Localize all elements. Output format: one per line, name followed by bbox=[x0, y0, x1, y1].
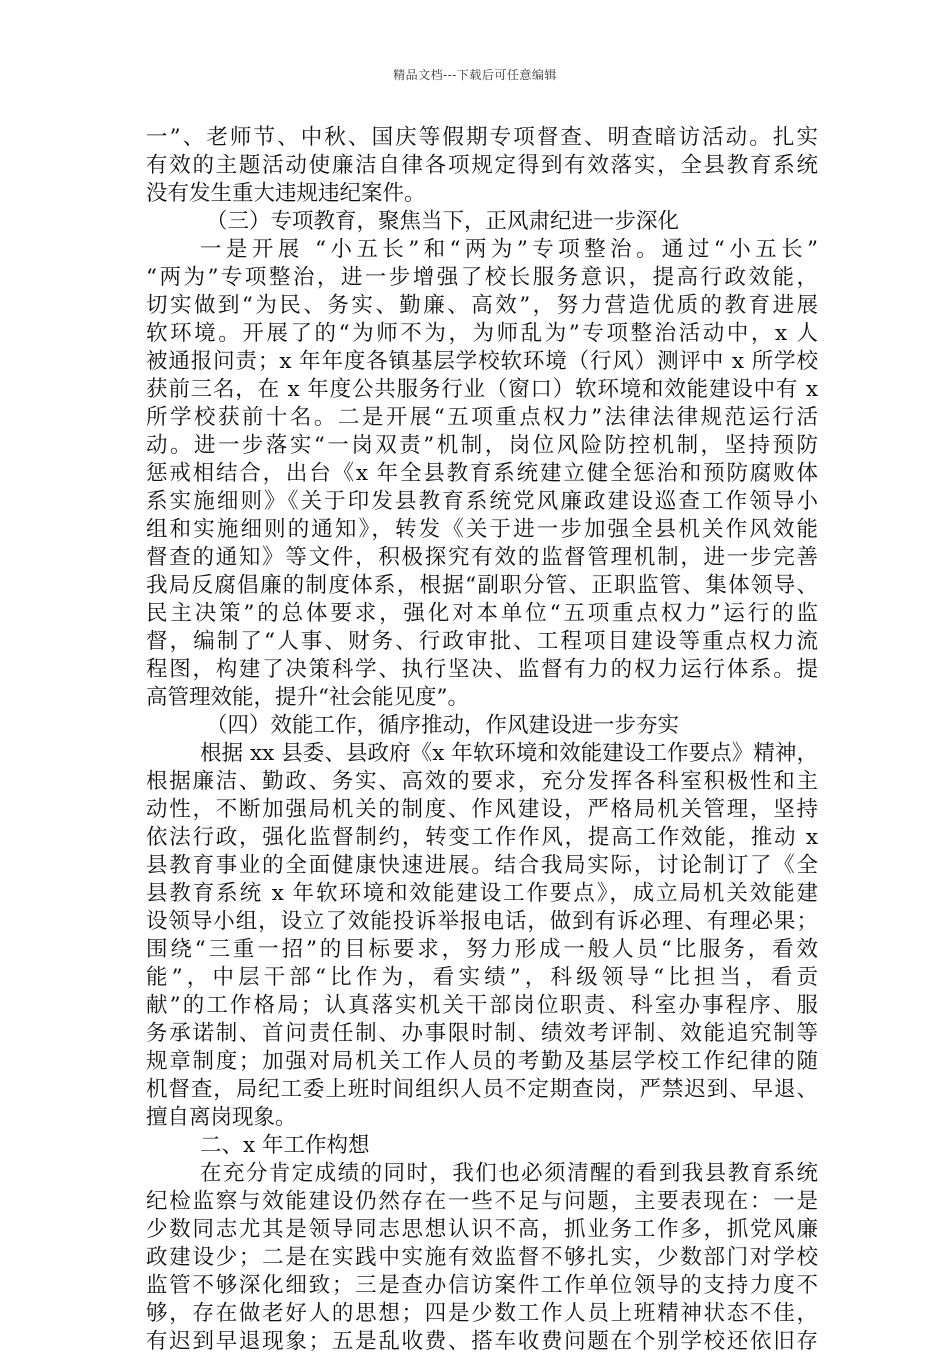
text-line: 二、x 年工作构想 bbox=[200, 1133, 370, 1158]
text-line: 系实施细则》《关于印发县教育系统党风廉政建设巡查工作领导小 bbox=[146, 489, 818, 514]
text-line: 在充分肯定成绩的同时，我们也必须清醒的看到我县教育系统 bbox=[200, 1161, 818, 1186]
text-line: 规章制度；加强对局机关工作人员的考勤及基层学校工作纪律的随 bbox=[146, 1049, 818, 1074]
text-line: 有效的主题活动使廉洁自律各项规定得到有效落实，全县教育系统 bbox=[146, 153, 818, 178]
text-line: 根据廉洁、勤政、务实、高效的要求，充分发挥各科室积极性和主 bbox=[146, 769, 818, 794]
text-line: 切实做到“为民、务实、勤廉、高效”，努力营造优质的教育进展 bbox=[146, 293, 818, 318]
document-body bbox=[146, 124, 818, 1356]
text-line: 被通报问责；x 年年度各镇基层学校软环境（行风）测评中 x 所学校 bbox=[146, 349, 818, 374]
text-line: 务承诺制、首问责任制、办事限时制、绩效考评制、效能追究制等 bbox=[146, 1021, 818, 1046]
text-line: 根据 xx 县委、县政府《x 年软环境和效能建设工作要点》精神， bbox=[200, 741, 818, 766]
text-line: 所学校获前十名。二是开展“五项重点权力”法律法律规范运行活 bbox=[146, 405, 818, 430]
text-line: 动。进一步落实“一岗双责”机制，岗位风险防控机制，坚持预防 bbox=[146, 433, 818, 458]
text-line: 督查的通知》等文件，积极探究有效的监督管理机制，进一步完善 bbox=[146, 545, 818, 570]
text-line: 围绕“三重一招”的目标要求，努力形成一般人员“比服务，看效 bbox=[146, 937, 818, 962]
text-line: 督，编制了“人事、财务、行政审批、工程项目建设等重点权力流 bbox=[146, 629, 818, 654]
text-line: 组和实施细则的通知》，转发《关于进一步加强全县机关作风效能 bbox=[146, 517, 818, 542]
text-line: 县教育系统 x 年软环境和效能建设工作要点》，成立局机关效能建 bbox=[146, 881, 818, 906]
text-line: 政建设少；二是在实践中实施有效监督不够扎实，少数部门对学校 bbox=[146, 1245, 818, 1270]
text-line: 我局反腐倡廉的制度体系，根据“副职分管、正职监管、集体领导、 bbox=[146, 573, 818, 598]
text-line: 高管理效能，提升“社会能见度”。 bbox=[146, 685, 469, 710]
text-line: 纪检监察与效能建设仍然存在一些不足与问题，主要表现在：一是 bbox=[146, 1189, 818, 1214]
text-line: 一是开展 “小五长”和“两为”专项整治。通过“小五长” bbox=[200, 237, 818, 262]
text-line: 监管不够深化细致；三是查办信访案件工作单位领导的支持力度不 bbox=[146, 1273, 818, 1298]
section-heading-line: （三）专项教育，聚焦当下，正风肃纪进一步深化 bbox=[206, 209, 680, 234]
text-line: 程图，构建了决策科学、执行坚决、监督有力的权力运行体系。提 bbox=[146, 657, 818, 682]
text-line: 依法行政，强化监督制约，转变工作作风，提高工作效能，推动 x bbox=[146, 825, 818, 850]
text-line: 设领导小组，设立了效能投诉举报电话，做到有诉必理、有理必果； bbox=[146, 909, 818, 934]
text-line: 有迟到早退现象；五是乱收费、搭车收费问题在个别学校还依旧存 bbox=[146, 1329, 818, 1354]
text-line: 少数同志尤其是领导同志思想认识不高，抓业务工作多，抓党风廉 bbox=[146, 1217, 818, 1242]
text-line: 县教育事业的全面健康快速进展。结合我局实际，讨论制订了《全 bbox=[146, 853, 818, 878]
text-line: “两为”专项整治，进一步增强了校长服务意识，提高行政效能， bbox=[146, 265, 818, 290]
text-line: 够，存在做老好人的思想；四是少数工作人员上班精神状态不佳， bbox=[146, 1301, 818, 1326]
text-line: 动性，不断加强局机关的制度、作风建设，严格局机关管理，坚持 bbox=[146, 797, 818, 822]
text-line: 一”、老师节、中秋、国庆等假期专项督查、明查暗访活动。扎实 bbox=[146, 125, 818, 150]
text-line: 献”的工作格局；认真落实机关干部岗位职责、科室办事程序、服 bbox=[146, 993, 818, 1018]
text-line: 能”，中层干部“比作为，看实绩”，科级领导“比担当，看贡 bbox=[146, 965, 818, 990]
text-line: 获前三名，在 x 年度公共服务行业（窗口）软环境和效能建设中有 x bbox=[146, 377, 818, 402]
text-line: 软环境。开展了的“为师不为，为师乱为”专项整治活动中，x 人 bbox=[146, 321, 818, 346]
section-heading-line: （四）效能工作，循序推动，作风建设进一步夯实 bbox=[206, 713, 680, 738]
text-line: 没有发生重大违规违纪案件。 bbox=[146, 181, 426, 206]
text-line: 民主决策”的总体要求，强化对本单位“五项重点权力”运行的监 bbox=[146, 601, 818, 626]
text-line: 惩戒相结合，出台《x 年全县教育系统建立健全惩治和预防腐败体 bbox=[146, 461, 818, 486]
text-line: 擅自离岗现象。 bbox=[146, 1105, 297, 1130]
text-line: 机督查，局纪工委上班时间组织人员不定期查岗，严禁迟到、早退、 bbox=[146, 1077, 818, 1102]
page-header: 精品文档---下载后可任意编辑 bbox=[393, 68, 557, 82]
